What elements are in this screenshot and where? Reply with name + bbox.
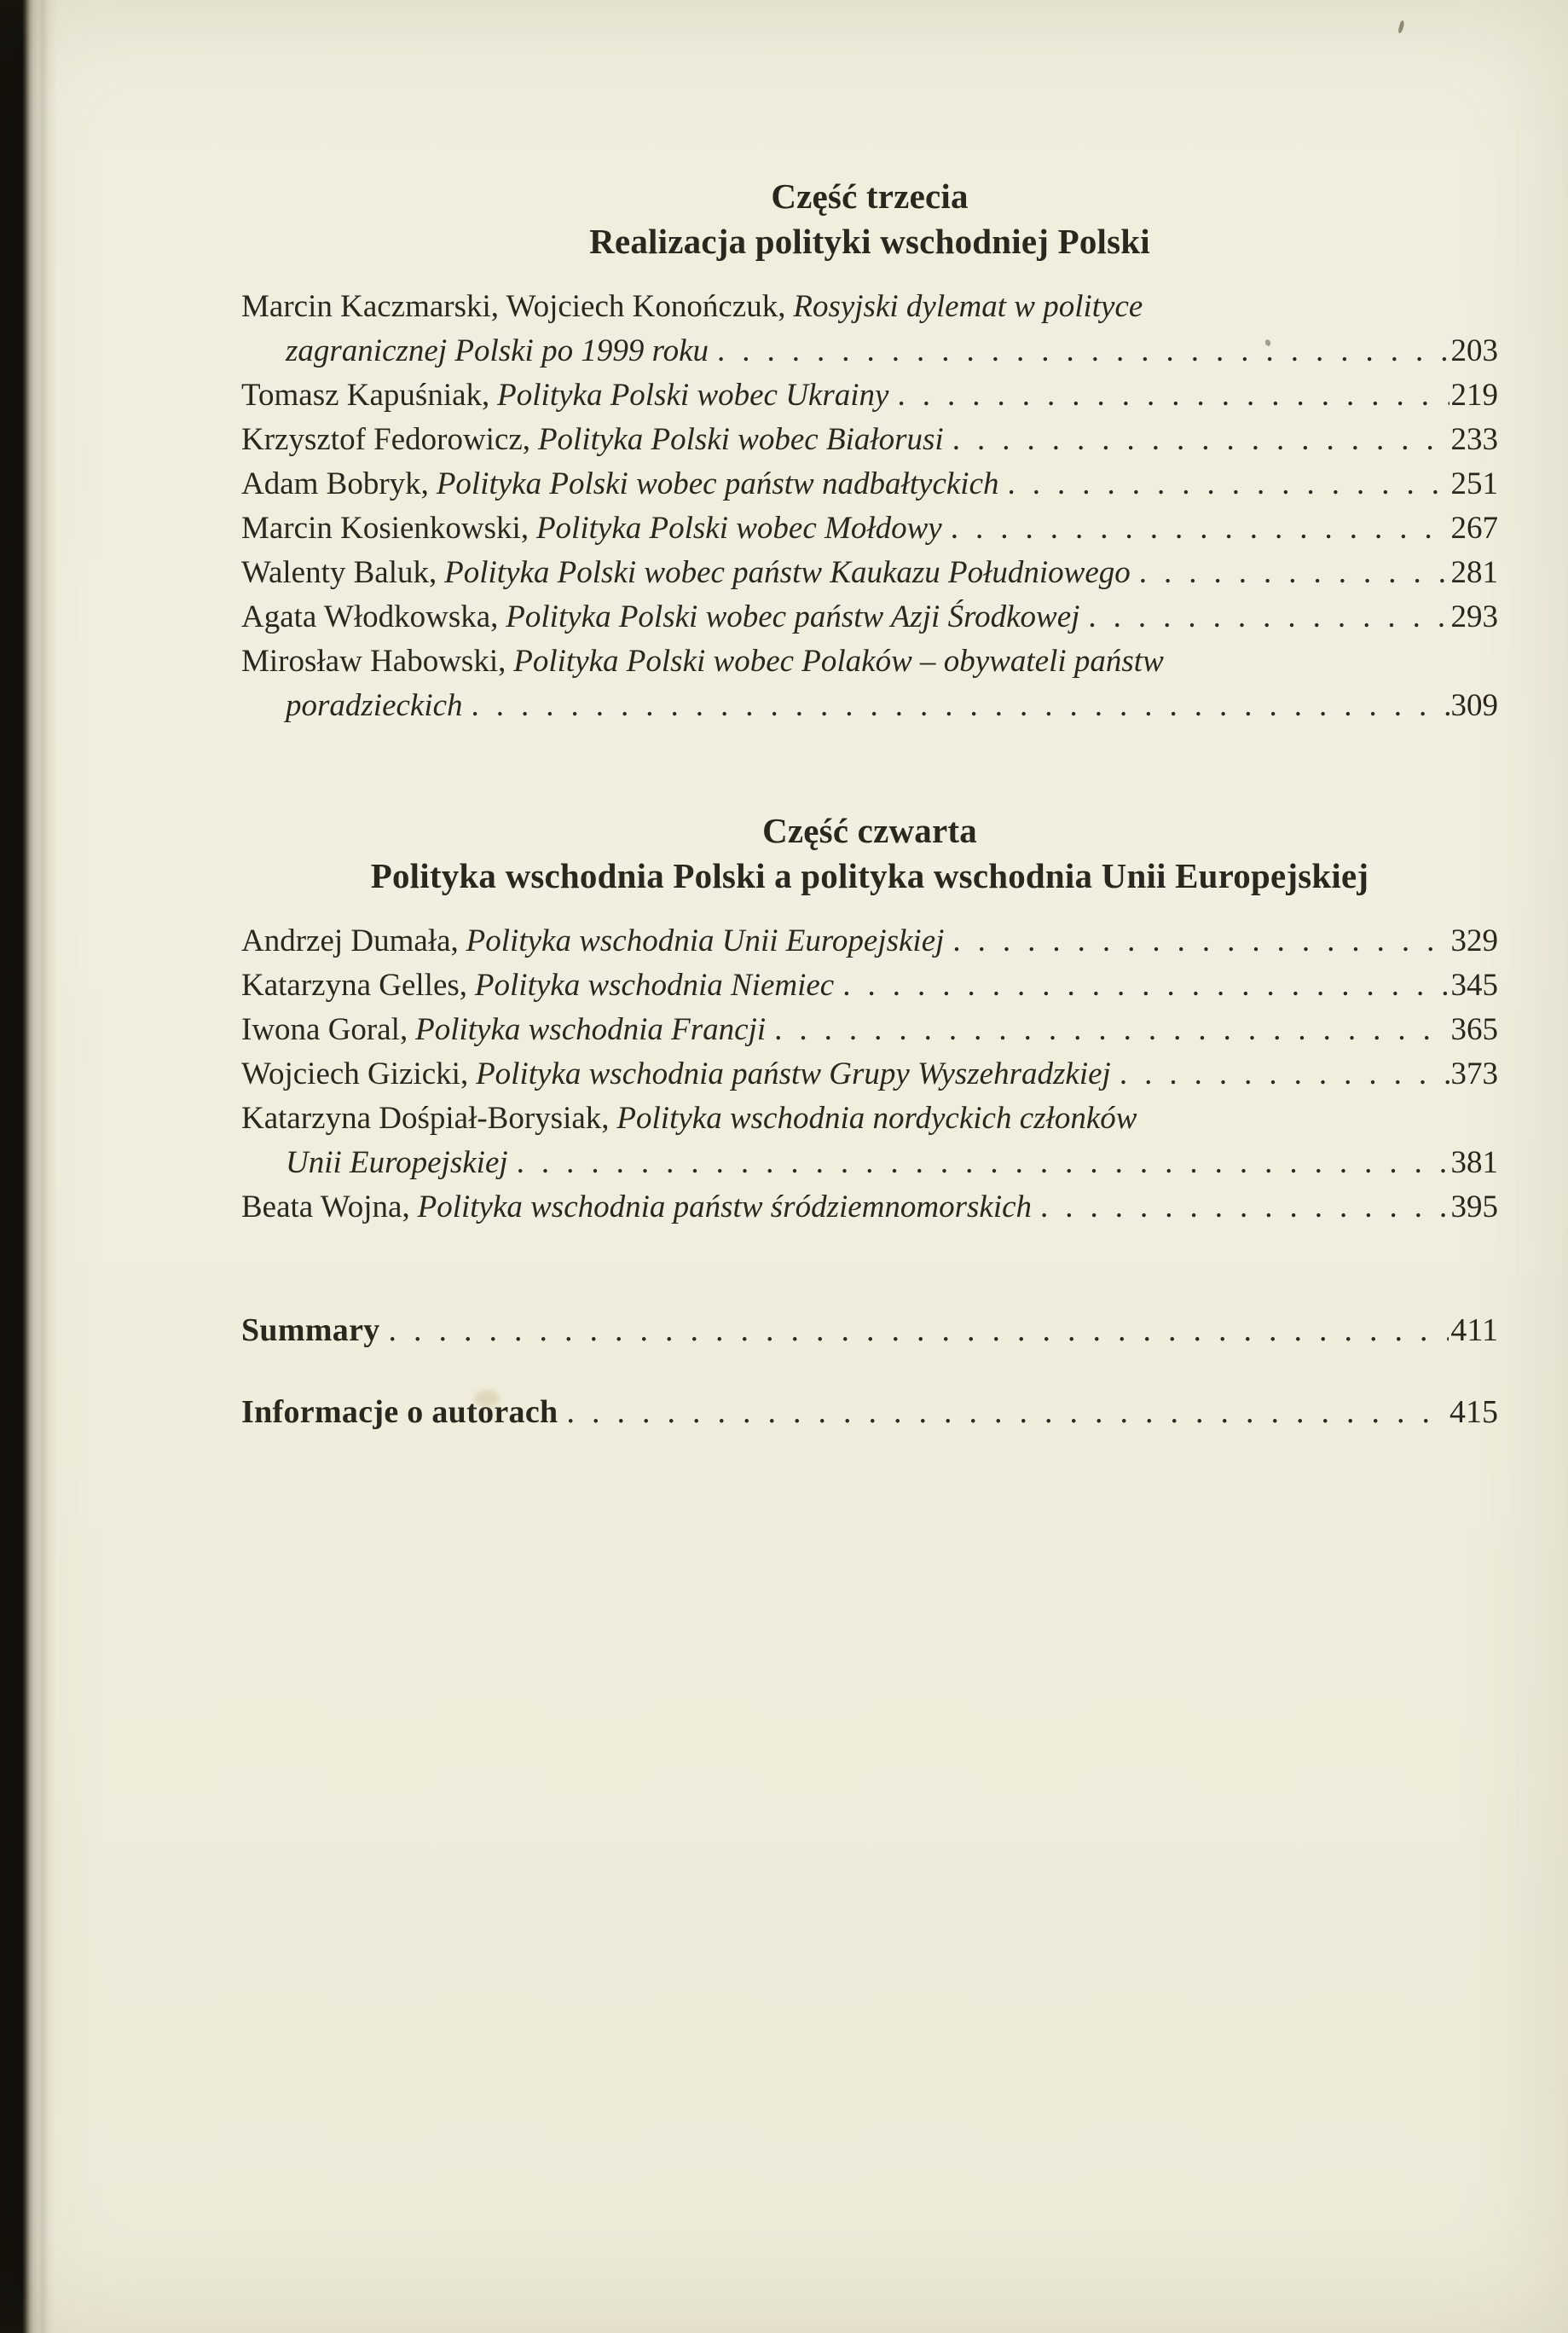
entry-page-number: 251 (1450, 466, 1498, 501)
entry-page-number: 219 (1450, 378, 1498, 413)
entry-title: Polityka wschodnia nordyckich członków (616, 1101, 1137, 1136)
entry-title: Polityka Polski wobec Polaków – obywateli państw (513, 644, 1164, 679)
entry-authors: Agata Włodkowska, (241, 599, 499, 634)
table-of-contents (241, 0, 1498, 1434)
dot-leader (897, 373, 1449, 418)
entry-title: Polityka Polski wobec państw Kaukazu Południowego (444, 555, 1131, 590)
toc-entry (241, 507, 1498, 551)
entry-title: Polityka wschodnia Unii Europejskiej (466, 923, 945, 958)
entry-title: Polityka wschodnia państw śródziemnomorskich (417, 1190, 1033, 1224)
toc-entry (241, 919, 1498, 964)
entry-title-continuation: zagranicznej Polski po 1999 roku (286, 333, 709, 368)
entry-title: Polityka Polski wobec Białorusi (537, 422, 944, 457)
entry-line (241, 507, 1498, 551)
part-heading (241, 174, 1498, 264)
toc-entry (241, 640, 1498, 728)
entry-page-number: 309 (1450, 688, 1498, 723)
entry-line (241, 964, 1498, 1008)
toc-entry (241, 373, 1498, 418)
entry-page-number: 365 (1450, 1012, 1498, 1047)
dot-leader (774, 1008, 1449, 1052)
entry-page-number: 381 (1450, 1145, 1498, 1180)
back-matter-page-number: 415 (1449, 1394, 1498, 1430)
toc-entry (241, 964, 1498, 1008)
entry-line (241, 919, 1498, 964)
toc-entry (241, 1052, 1498, 1097)
entry-line-continuation (241, 684, 1498, 728)
entry-authors: Adam Bobryk, (241, 466, 429, 501)
entry-line (241, 551, 1498, 595)
part-label: Część trzecia (771, 177, 969, 216)
toc-sections (241, 0, 1498, 1230)
entry-line (241, 418, 1498, 462)
entry-title: Rosyjski dylemat w polityce (793, 289, 1143, 324)
entry-line (241, 595, 1498, 640)
back-matter-page-number: 411 (1450, 1312, 1498, 1348)
back-matter-label: Summary (241, 1312, 380, 1348)
dot-leader (389, 1308, 1449, 1352)
entry-list (241, 919, 1498, 1230)
dot-leader (1120, 1052, 1449, 1097)
back-matter-entry (241, 1308, 1498, 1352)
entry-authors: Marcin Kaczmarski, Wojciech Konończuk, (241, 289, 786, 324)
entry-page-number: 203 (1450, 333, 1498, 368)
toc-entry (241, 462, 1498, 507)
entry-title: Polityka Polski wobec państw Azji Środkowej (506, 599, 1080, 634)
part-label: Część czwarta (762, 811, 977, 850)
entry-authors: Walenty Baluk, (241, 555, 437, 590)
toc-entry (241, 1097, 1498, 1185)
entry-authors: Katarzyna Gelles, (241, 968, 468, 1003)
entry-line (241, 1052, 1498, 1097)
entry-authors: Iwona Goral, (241, 1012, 408, 1047)
entry-title: Polityka wschodnia Francji (415, 1012, 767, 1047)
book-binding-edge (0, 0, 56, 2333)
toc-section (241, 808, 1498, 1230)
dot-leader (1040, 1185, 1449, 1230)
entry-title: Polityka Polski wobec Mołdowy (535, 511, 942, 546)
entry-authors: Mirosław Habowski, (241, 644, 506, 679)
dot-leader (951, 507, 1449, 551)
dot-leader (952, 418, 1449, 462)
entry-line (241, 1097, 1498, 1141)
entry-page-number: 293 (1450, 599, 1498, 634)
entry-authors: Tomasz Kapuśniak, (241, 378, 490, 413)
back-matter (241, 1308, 1498, 1434)
dot-leader (1008, 462, 1449, 507)
dot-leader (1139, 551, 1449, 595)
entry-page-number: 233 (1450, 422, 1498, 457)
entry-page-number: 329 (1450, 923, 1498, 958)
part-heading (241, 808, 1498, 899)
toc-entry (241, 285, 1498, 373)
entry-page-number: 373 (1450, 1057, 1498, 1091)
entry-authors: Katarzyna Dośpiał-Borysiak, (241, 1101, 610, 1136)
entry-page-number: 267 (1450, 511, 1498, 546)
toc-entry (241, 1008, 1498, 1052)
entry-list (241, 285, 1498, 728)
part-title: Realizacja polityki wschodniej Polski (589, 222, 1150, 261)
toc-section (241, 0, 1498, 728)
toc-entry (241, 551, 1498, 595)
entry-line-continuation (241, 329, 1498, 373)
entry-line (241, 640, 1498, 684)
dot-leader (842, 964, 1449, 1008)
entry-line-continuation (241, 1141, 1498, 1185)
entry-title-continuation: poradzieckich (286, 688, 463, 723)
dot-leader (1088, 595, 1449, 640)
back-matter-label: Informacje o autorach (241, 1394, 558, 1430)
entry-title: Polityka wschodnia państw Grupy Wyszehradzkiej (476, 1057, 1111, 1091)
entry-title: Polityka Polski wobec państw nadbałtyckich (436, 466, 999, 501)
entry-authors: Marcin Kosienkowski, (241, 511, 529, 546)
entry-authors: Andrzej Dumała, (241, 923, 459, 958)
entry-title: Polityka wschodnia Niemiec (474, 968, 835, 1003)
part-title: Polityka wschodnia Polski a polityka wschodnia Unii Europejskiej (370, 856, 1369, 895)
dot-leader (952, 919, 1449, 964)
entry-line (241, 462, 1498, 507)
entry-title-continuation: Unii Europejskiej (286, 1145, 508, 1180)
entry-page-number: 395 (1450, 1190, 1498, 1224)
entry-authors: Beata Wojna, (241, 1190, 410, 1224)
entry-line (241, 1008, 1498, 1052)
dot-leader (517, 1141, 1449, 1185)
back-matter-entry (241, 1390, 1498, 1434)
entry-line (241, 373, 1498, 418)
entry-line (241, 285, 1498, 329)
entry-authors: Wojciech Gizicki, (241, 1057, 469, 1091)
dot-leader (566, 1390, 1448, 1434)
entry-page-number: 345 (1450, 968, 1498, 1003)
entry-authors: Krzysztof Fedorowicz, (241, 422, 531, 457)
toc-entry (241, 595, 1498, 640)
dot-leader (717, 329, 1449, 373)
dot-leader (472, 684, 1449, 728)
toc-entry (241, 418, 1498, 462)
entry-page-number: 281 (1450, 555, 1498, 590)
toc-entry (241, 1185, 1498, 1230)
entry-title: Polityka Polski wobec Ukrainy (497, 378, 889, 413)
entry-line (241, 1185, 1498, 1230)
